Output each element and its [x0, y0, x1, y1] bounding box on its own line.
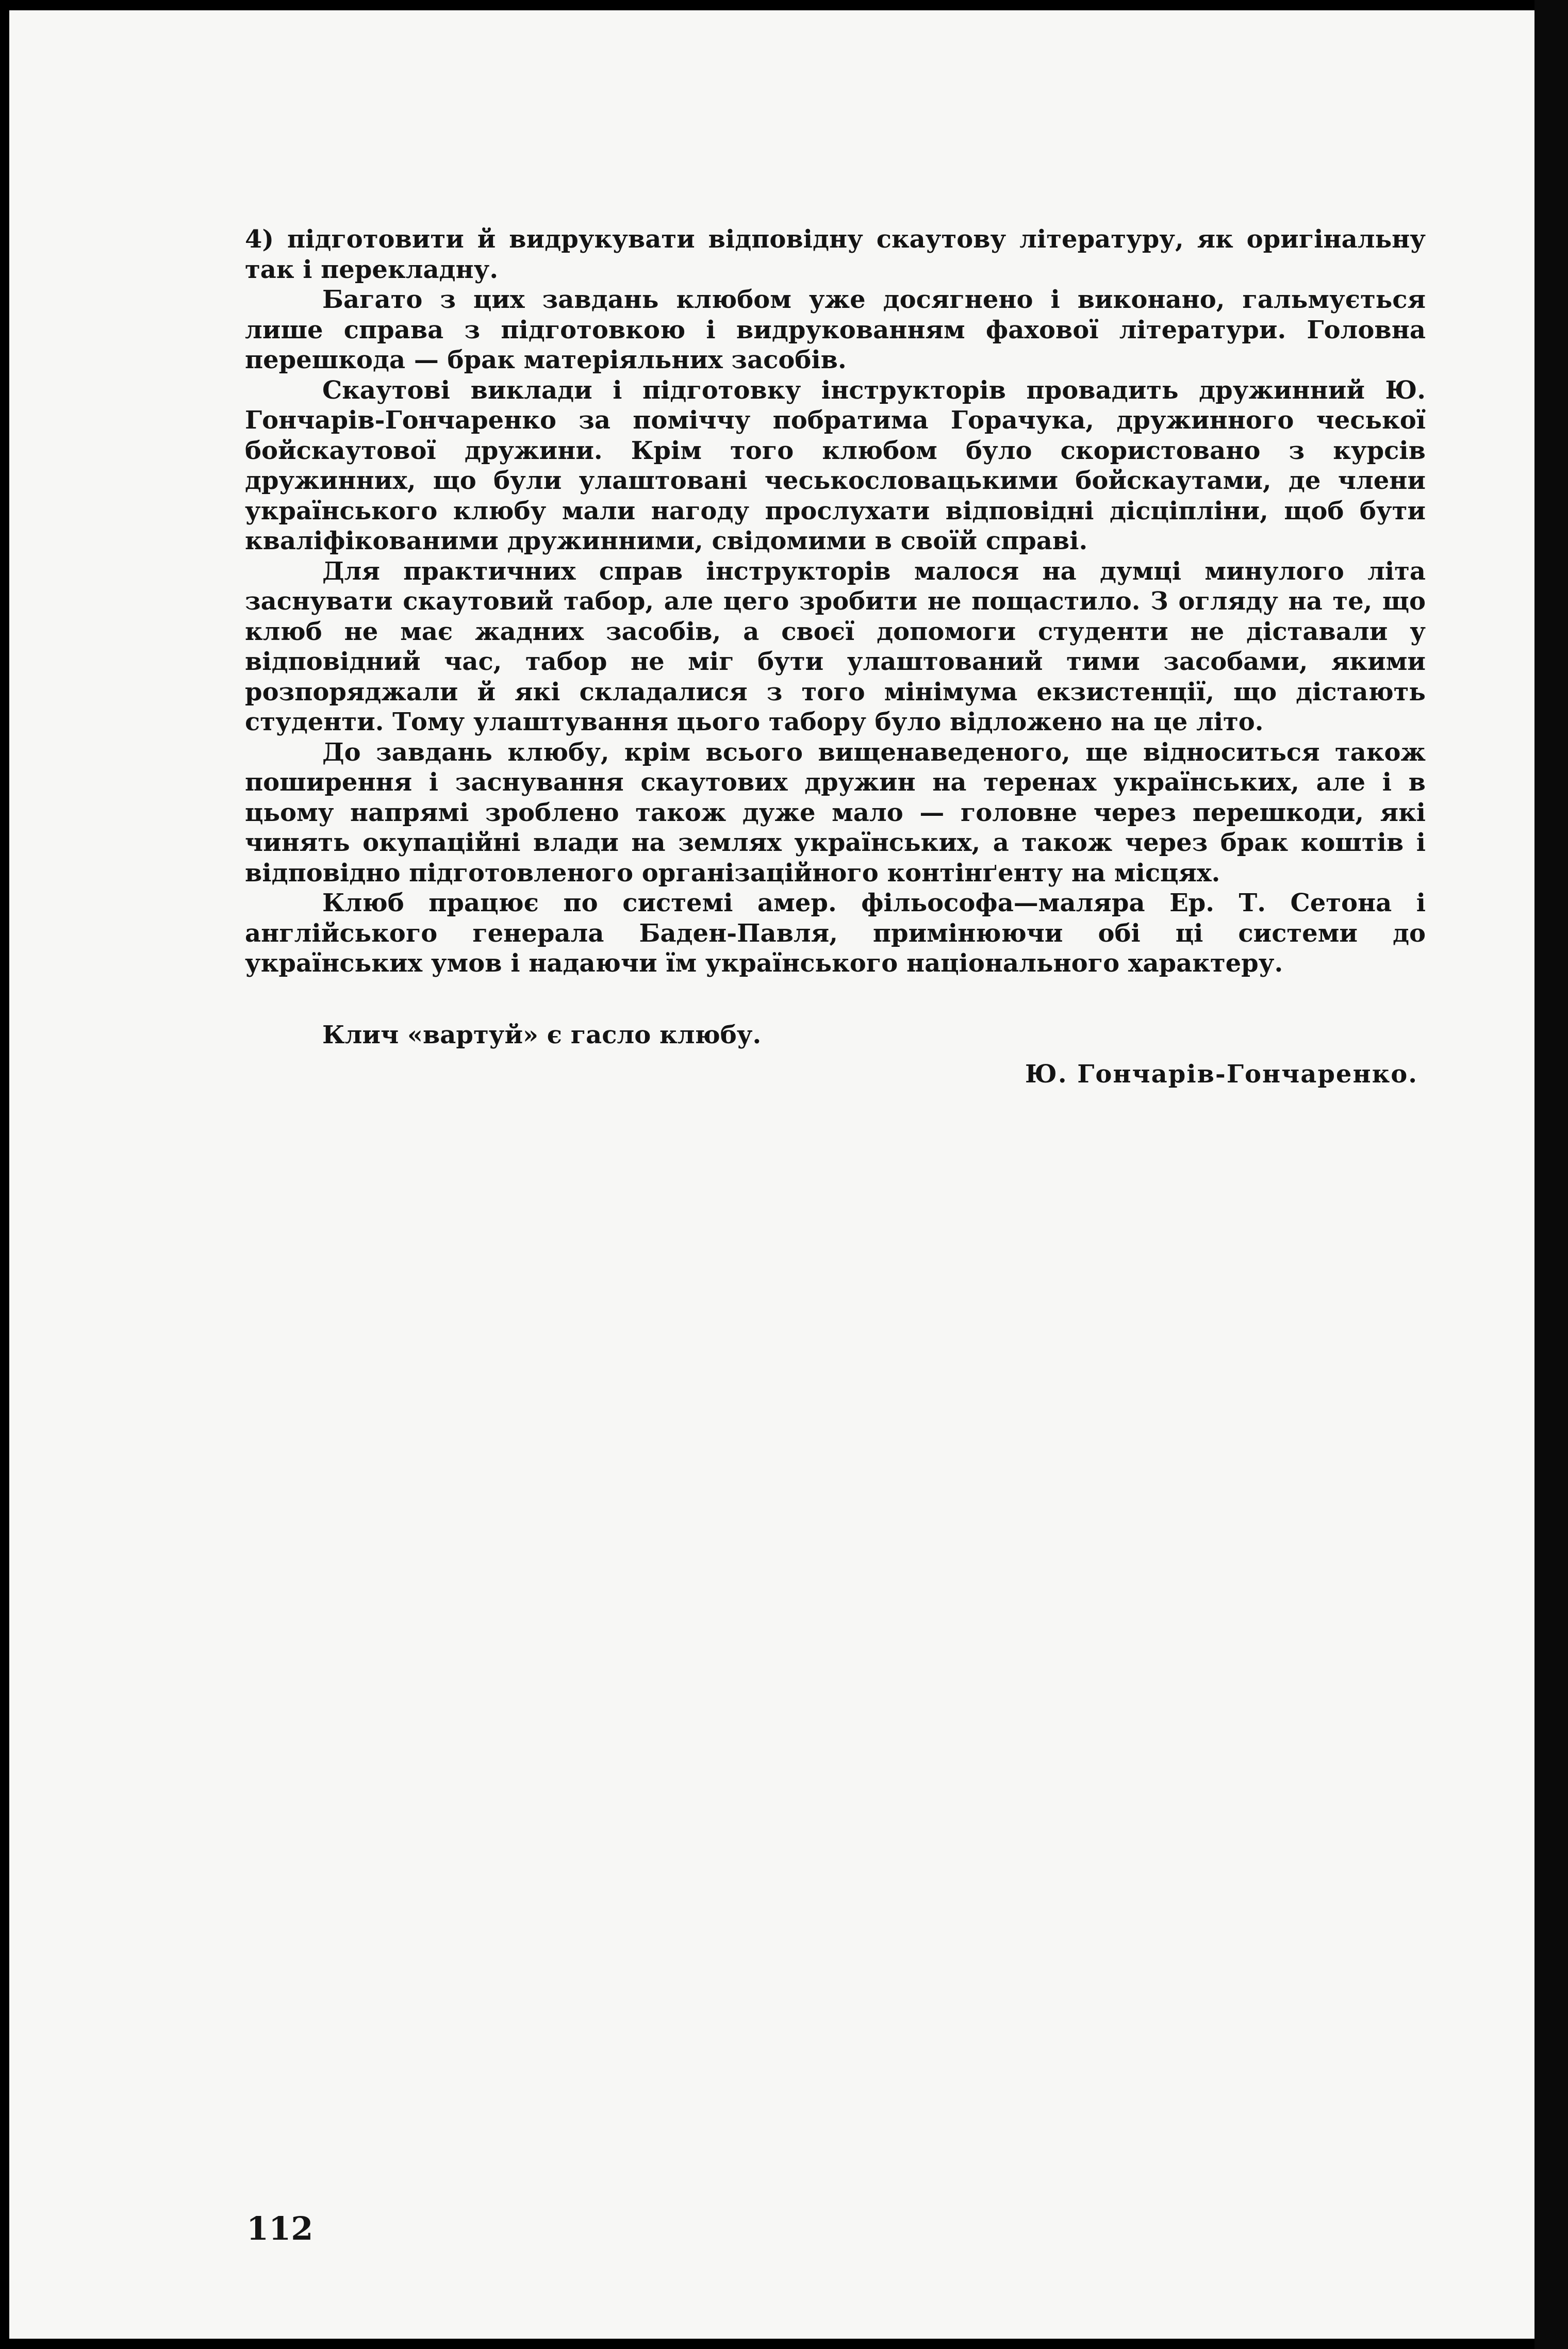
body-text — [245, 224, 1426, 1090]
author-signature: Ю. Гончарів-Гончаренко. — [1025, 1060, 1418, 1089]
paragraph: До завдань клюбу, крім всього вищенаведеного, ще відноситься також поширення і заснування скаутових дружин на теренах українських, але і в цьому напрямі зроблено також дуже мало — головне через перешкоди, які чинять окупаційні влади на землях українських, а також через брак коштів і відповідно підготовленого організаційного контінґенту на місцях. — [245, 737, 1426, 888]
paragraph: Скаутові виклади і підготовку інструкторів провадить дружинний Ю. Гончарів-Гончаренко за поміччу побратима Горачука, дружинного чеської бойскаутової дружини. Крім того клюбом було скористовано з курсів дружинних, що були улаштовані чеськословацькими бойскаутами, де члени українського клюбу мали нагоду прослухати відповідні дісціпліни, щоб бути кваліфікованими дружинними, свідомими в своїй справі. — [245, 375, 1426, 555]
club-motto: Клич «вартуй» є гасло клюбу. — [322, 1020, 762, 1049]
paragraph: Клюб працює по системі амер. фільософа—маляра Ер. Т. Сетона і англійського генерала Баден-Павля, примінюючи обі ці системи до українських умов і надаючи їм українського національного характеру. — [245, 889, 1426, 978]
paragraph-list-item-4: 4) підготовити й видрукувати відповідну скаутову літературу, як оригінальну так і перекладну. — [245, 225, 1426, 284]
scan-edge — [1534, 0, 1568, 2349]
paragraph: Для практичних справ інструкторів малося на думці минулого літа заснувати скаутовий табор, але цего зробити не пощастило. З огляду на те, що клюб не має жадних засобів, а своєї допомоги студенти не діставали у відповідний час, табор не міг бути улаштований тими засобами, якими розпоряджали й які складалися з того мінімума екзистенції, що дістають студенти. Тому улаштування цього табору було відложено на це літо. — [245, 556, 1426, 736]
paragraph: Багато з цих завдань клюбом уже досягнено і виконано, гальмується лише справа з підготовкою і видрукованням фахової літератури. Головна перешкода — брак матеріяльних засобів. — [245, 285, 1426, 374]
page-number: 112 — [246, 2210, 313, 2247]
